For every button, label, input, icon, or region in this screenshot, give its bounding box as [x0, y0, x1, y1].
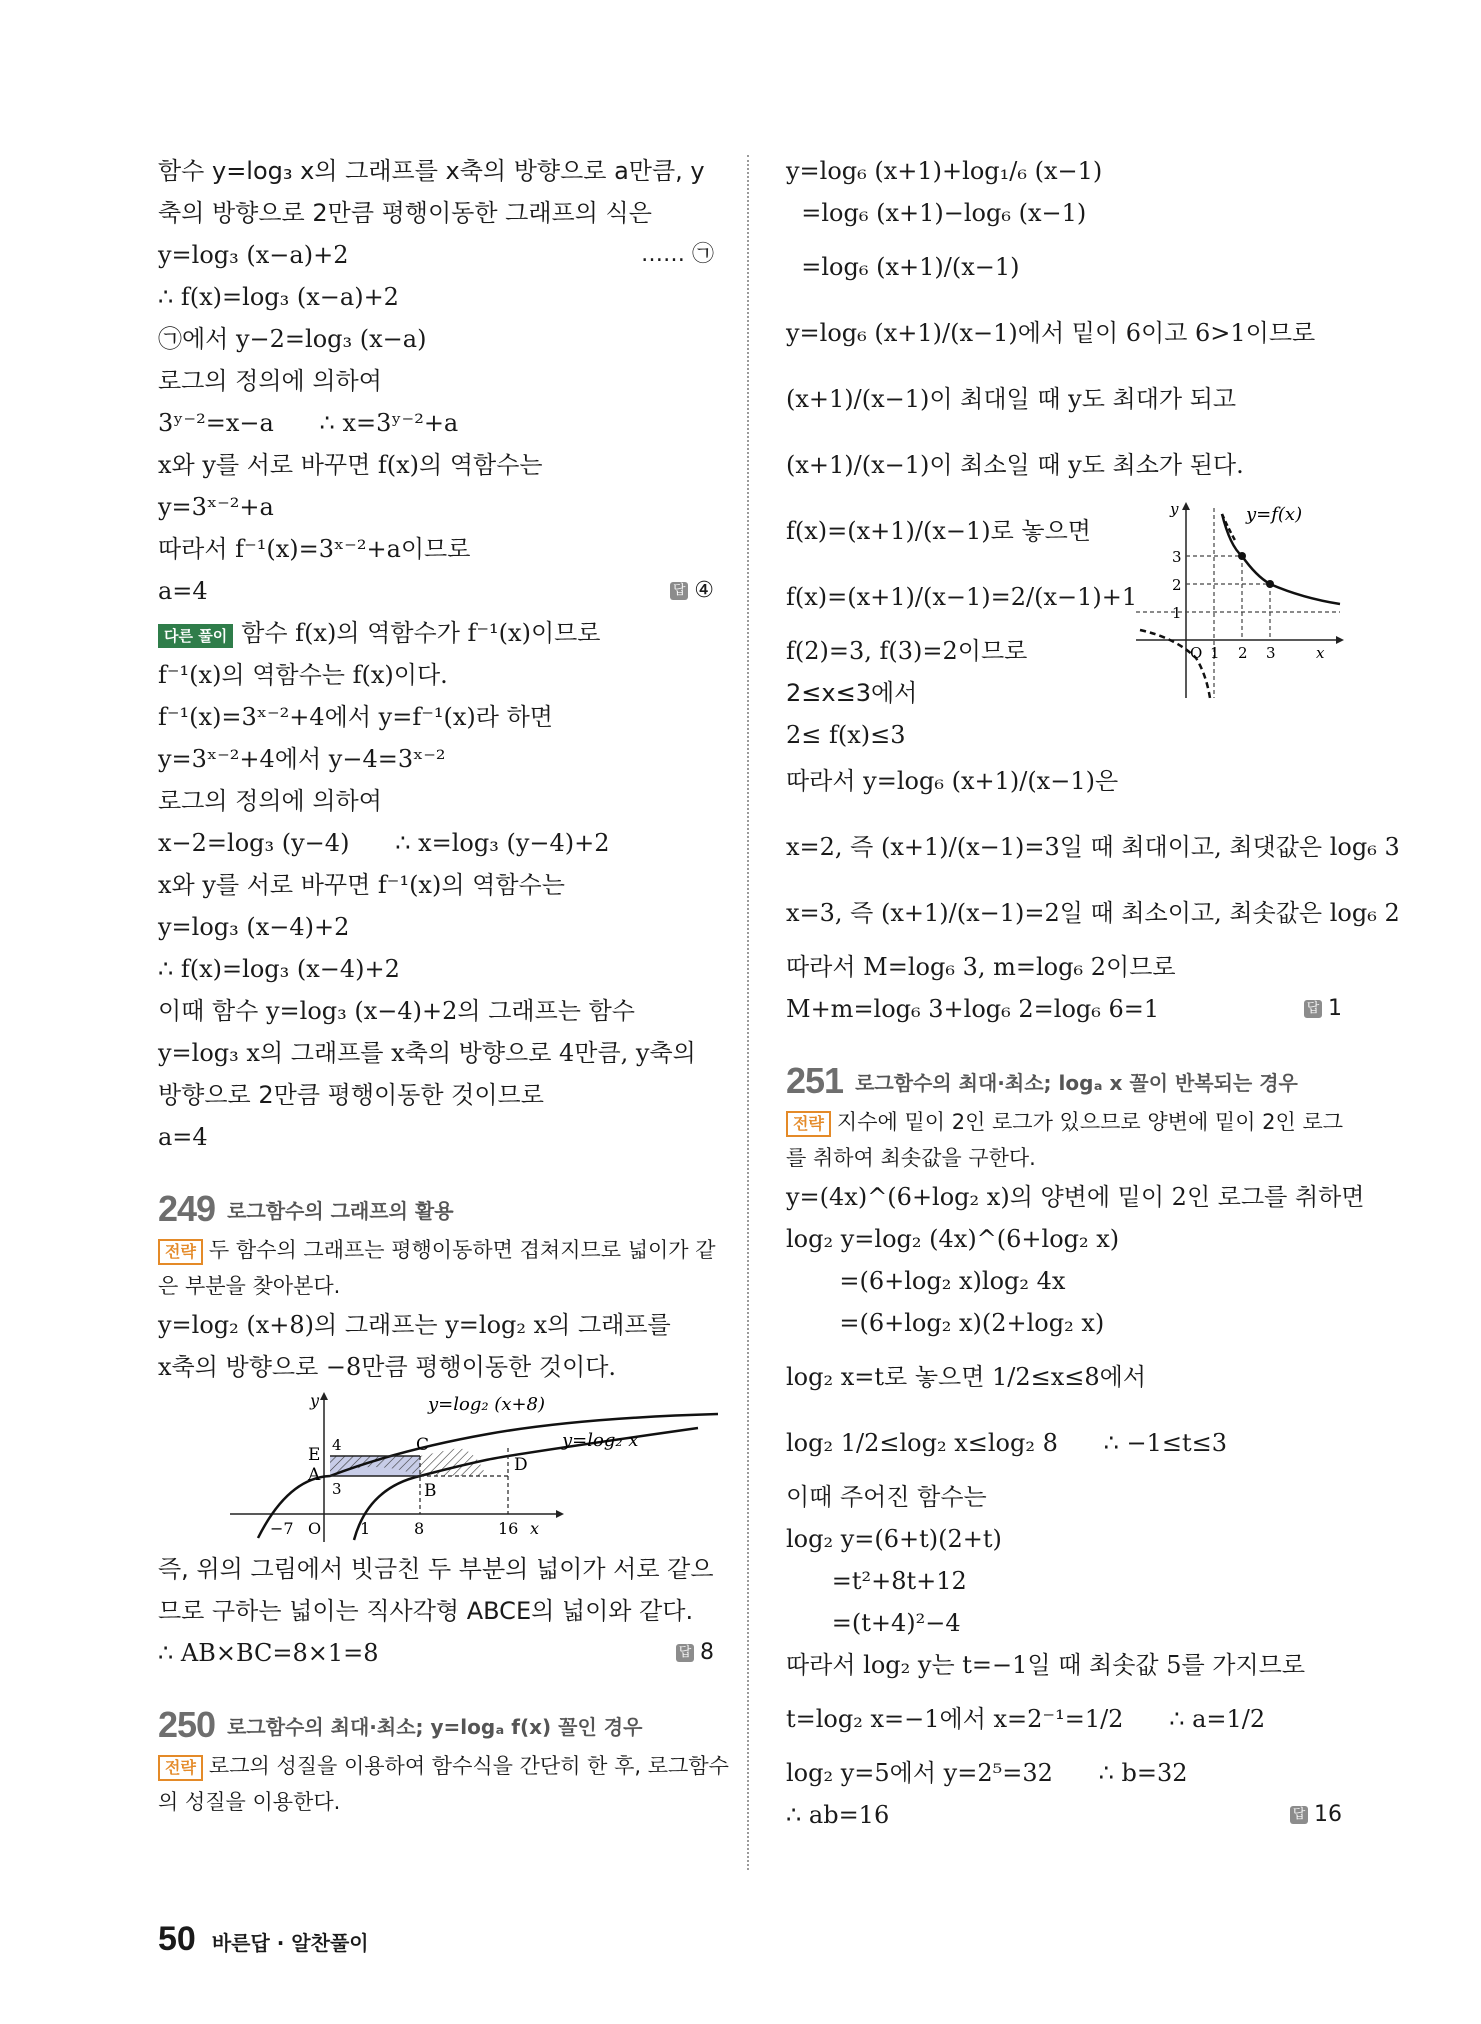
- text-line: (x+1)/(x−1)이 최소일 때 y도 최소가 된다.: [786, 451, 1244, 479]
- label-curve1: y=log₂ (x+8): [428, 1394, 546, 1415]
- text-line: M+m=log₆ 3+log₆ 2=log₆ 6=1 답 1: [786, 988, 1346, 1030]
- text-line: x=2, 즉 (x+1)/(x−1)=3일 때 최대이고, 최댓값은 log₆ 3: [786, 833, 1400, 861]
- text-line: y=3ˣ⁻²+4에서 y−4=3ˣ⁻²: [158, 745, 446, 773]
- strategy-line: 은 부분을 찾아본다.: [158, 1274, 341, 1298]
- page-footer: [158, 1920, 369, 1959]
- text-line: (x+1)/(x−1)이 최대일 때 y도 최대가 되고: [786, 385, 1237, 413]
- text-line: f⁻¹(x)=3ˣ⁻²+4에서 y=f⁻¹(x)라 하면: [158, 703, 553, 731]
- strategy-line: 전략 로그의 성질을 이용하여 함수식을 간단히 한 후, 로그함수: [158, 1748, 718, 1784]
- y-arrow-icon: [320, 1392, 328, 1400]
- label-8: 8: [414, 1519, 425, 1538]
- text-line: 므로 구하는 넓이는 직사각형 ABCE의 넓이와 같다.: [158, 1597, 694, 1625]
- section-number: 251: [786, 1060, 844, 1101]
- label-B: B: [424, 1481, 437, 1501]
- text-line: log₂ y=log₂ (4x)^(6+log₂ x): [786, 1225, 1120, 1253]
- section-header-250: [158, 1702, 718, 1748]
- graph-249: [158, 1388, 718, 1548]
- text-line: 축의 방향으로 2만큼 평행이동한 그래프의 식은: [158, 199, 652, 227]
- text-line: y=log₃ x의 그래프를 x축의 방향으로 4만큼, y축의: [158, 1039, 696, 1067]
- text-line: ∴ AB×BC=8×1=8 답 8: [158, 1632, 718, 1674]
- footer-label: 바른답 · 알찬풀이: [211, 1931, 369, 1955]
- y-arrow-icon: [1182, 502, 1190, 510]
- text-line: =log₆ (x+1)−log₆ (x−1): [786, 199, 1087, 227]
- text-line: 따라서 y=log₆ (x+1)/(x−1)은: [786, 767, 1119, 795]
- label-x1: 1: [1210, 644, 1220, 662]
- label-3: 3: [1172, 548, 1182, 566]
- label-2: 2: [1172, 576, 1182, 594]
- text-line: 함수 y=log₃ x의 그래프를 x축의 방향으로 a만큼, y: [158, 157, 705, 185]
- label-4: 4: [332, 1436, 342, 1454]
- curve-log2-x-plus-8: [258, 1414, 718, 1538]
- strategy-line: 의 성질을 이용한다.: [158, 1790, 341, 1814]
- text-line: y=log₂ (x+8)의 그래프는 y=log₂ x의 그래프를: [158, 1311, 671, 1339]
- label-minus7: −7: [270, 1519, 294, 1538]
- text-line: =t²+8t+12: [786, 1567, 967, 1595]
- text-line: log₂ y=5에서 y=2⁵=32 ∴ b=32: [786, 1759, 1188, 1787]
- answer-icon: 답: [1290, 1806, 1308, 1824]
- text-line: 방향으로 2만큼 평행이동한 것이므로: [158, 1081, 544, 1109]
- text-line: ㉠에서 y−2=log₃ (x−a): [158, 325, 427, 353]
- label-16: 16: [498, 1519, 519, 1538]
- text-line: log₂ 1/2≤log₂ x≤log₂ 8 ∴ −1≤t≤3: [786, 1429, 1228, 1457]
- label-x3: 3: [1266, 644, 1276, 662]
- text-line: 3ʸ⁻²=x−a ∴ x=3ʸ⁻²+a: [158, 409, 459, 437]
- text-line: log₂ y=(6+t)(2+t): [786, 1525, 1002, 1553]
- section-title: 로그함수의 그래프의 활용: [227, 1198, 454, 1223]
- x-arrow-icon: [556, 1510, 564, 1518]
- text-line: ∴ ab=16 답 16: [786, 1794, 1346, 1836]
- text-line: 따라서 M=log₆ 3, m=log₆ 2이므로: [786, 953, 1176, 981]
- text-line: 따라서 f⁻¹(x)=3ˣ⁻²+a이므로: [158, 535, 471, 563]
- page-number: 50: [158, 1920, 196, 1958]
- text-line: y=(4x)^(6+log₂ x)의 양변에 밑이 2인 로그를 취하면: [786, 1183, 1365, 1211]
- text-line: a=4: [158, 1123, 208, 1151]
- text-line: x−2=log₃ (y−4) ∴ x=log₃ (y−4)+2: [158, 829, 610, 857]
- strategy-line: 전략 지수에 밑이 2인 로그가 있으므로 양변에 밑이 2인 로그: [786, 1104, 1346, 1140]
- label-C: C: [416, 1435, 430, 1455]
- point-3-2: [1266, 580, 1274, 588]
- text-line: 로그의 정의에 의하여: [158, 787, 382, 815]
- answer-icon: 답: [1304, 1000, 1322, 1018]
- point-2-3: [1238, 552, 1246, 560]
- graph-250: [1126, 498, 1346, 708]
- text-line: 다른 풀이 함수 f(x)의 역함수가 f⁻¹(x)이므로: [158, 612, 718, 654]
- label-x2: 2: [1238, 644, 1248, 662]
- text-line: =(6+log₂ x)(2+log₂ x): [786, 1309, 1105, 1337]
- text-line: 로그의 정의에 의하여: [158, 367, 382, 395]
- text-line: x축의 방향으로 −8만큼 평행이동한 것이다.: [158, 1353, 617, 1381]
- text-line: f(x)=(x+1)/(x−1)로 놓으면: [786, 517, 1091, 545]
- strategy-tag: 전략: [786, 1111, 831, 1137]
- curve-log2-x: [354, 1428, 698, 1540]
- answer-251: 답 16: [1290, 1794, 1342, 1836]
- text-line: 2≤x≤3에서: [786, 679, 918, 707]
- text-line: f(2)=3, f(3)=2이므로: [786, 637, 1028, 665]
- log-graph-249: [158, 1388, 718, 1548]
- text-line: f⁻¹(x)의 역함수는 f(x)이다.: [158, 661, 448, 689]
- text-line: y=log₃ (x−a)+2 …… ㉠: [158, 234, 718, 276]
- strategy-line: 전략 두 함수의 그래프는 평행이동하면 겹쳐지므로 넓이가 같: [158, 1232, 718, 1268]
- label-curve2: y=log₂ x: [562, 1430, 639, 1451]
- answer-248: 답 ④: [670, 570, 714, 612]
- answer-icon: 답: [670, 582, 688, 600]
- label-1: 1: [1172, 604, 1182, 622]
- answer-icon: 답: [676, 1644, 694, 1662]
- text-line: =log₆ (x+1)/(x−1): [786, 253, 1020, 281]
- label-D: D: [514, 1455, 528, 1475]
- equation-marker: …… ㉠: [641, 242, 714, 267]
- section-title: 로그함수의 최대·최소; logₐ x 꼴이 반복되는 경우: [855, 1070, 1298, 1095]
- answer-249: 답 8: [676, 1632, 714, 1674]
- label-y: y: [310, 1391, 320, 1410]
- text-line: x와 y를 서로 바꾸면 f(x)의 역함수는: [158, 451, 543, 479]
- section-header-251: [786, 1058, 1346, 1104]
- label-3: 3: [332, 1480, 342, 1498]
- text-line: f(x)=(x+1)/(x−1)=2/(x−1)+1: [786, 583, 1138, 611]
- text-line: y=log₆ (x+1)/(x−1)에서 밑이 6이고 6>1이므로: [786, 319, 1316, 347]
- label-y: y: [1170, 500, 1179, 518]
- answer-250: 답 1: [1304, 988, 1342, 1030]
- x-arrow-icon: [1336, 636, 1344, 644]
- label-curve: y=f(x): [1246, 504, 1303, 525]
- other-solution-tag: 다른 풀이: [158, 624, 233, 648]
- section-title: 로그함수의 최대·최소; y=logₐ f(x) 꼴인 경우: [227, 1714, 643, 1739]
- column-divider: [747, 155, 749, 1870]
- strategy-tag: 전략: [158, 1239, 203, 1265]
- label-x: x: [1316, 644, 1325, 662]
- text-line: x와 y를 서로 바꾸면 f⁻¹(x)의 역함수는: [158, 871, 565, 899]
- text-line: ∴ f(x)=log₃ (x−4)+2: [158, 955, 400, 983]
- text-line: 이때 함수 y=log₃ (x−4)+2의 그래프는 함수: [158, 997, 635, 1025]
- text-line: 즉, 위의 그림에서 빗금친 두 부분의 넓이가 서로 같으: [158, 1555, 714, 1583]
- label-A: A: [308, 1465, 321, 1485]
- text-line: y=3ˣ⁻²+a: [158, 493, 274, 521]
- text-line: ∴ f(x)=log₃ (x−a)+2: [158, 283, 399, 311]
- label-E: E: [308, 1445, 321, 1465]
- text-line: x=3, 즉 (x+1)/(x−1)=2일 때 최소이고, 최솟값은 log₆ 2: [786, 899, 1400, 927]
- label-O: O: [308, 1519, 322, 1538]
- left-column: [158, 150, 729, 1820]
- label-O: O: [1190, 644, 1203, 662]
- strategy-line: 를 취하여 최솟값을 구한다.: [786, 1146, 1036, 1170]
- strategy-tag: 전략: [158, 1755, 203, 1781]
- section-number: 249: [158, 1188, 216, 1229]
- graph-250-block: [786, 498, 1346, 748]
- section-number: 250: [158, 1704, 216, 1745]
- text-line: 따라서 log₂ y는 t=−1일 때 최솟값 5를 가지므로: [786, 1651, 1306, 1679]
- text-line: a=4 답 ④: [158, 570, 718, 612]
- text-line: y=log₃ (x−4)+2: [158, 913, 350, 941]
- text-line: y=log₆ (x+1)+log₁/₆ (x−1): [786, 157, 1103, 185]
- text-line: 이때 주어진 함수는: [786, 1483, 987, 1511]
- section-header-249: [158, 1186, 718, 1232]
- text-line: t=log₂ x=−1에서 x=2⁻¹=1/2 ∴ a=1/2: [786, 1705, 1266, 1733]
- text-line: 2≤ f(x)≤3: [786, 721, 906, 749]
- right-column: [786, 150, 1400, 1836]
- label-1: 1: [360, 1519, 371, 1538]
- label-x: x: [530, 1519, 540, 1538]
- text-line: log₂ x=t로 놓으면 1/2≤x≤8에서: [786, 1363, 1147, 1391]
- text-line: =(t+4)²−4: [786, 1609, 961, 1637]
- text-line: =(6+log₂ x)log₂ 4x: [786, 1267, 1066, 1295]
